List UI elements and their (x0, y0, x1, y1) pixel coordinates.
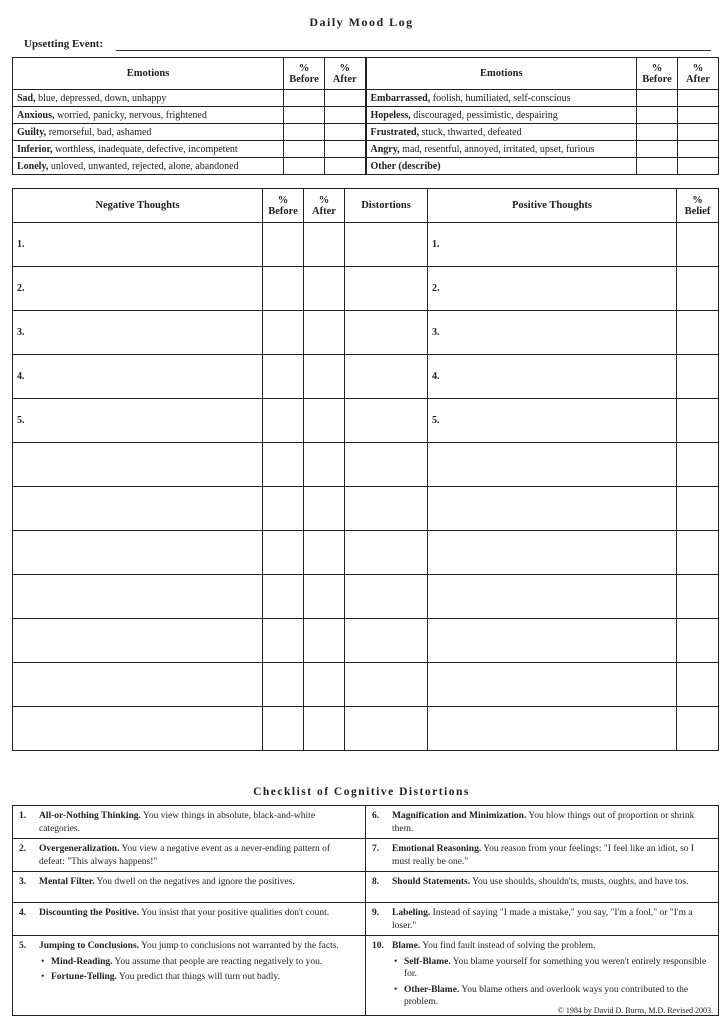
before-cell[interactable] (263, 575, 304, 619)
checklist-item: 3. Mental Filter. You dwell on the negatives and ignore the positives. (13, 872, 366, 903)
before-cell[interactable] (263, 443, 304, 487)
negative-thought-cell[interactable]: 4. (13, 355, 263, 399)
after-cell[interactable] (678, 107, 719, 124)
after-cell[interactable] (304, 575, 345, 619)
before-cell[interactable] (284, 107, 325, 124)
before-header: % Before (263, 189, 304, 223)
positive-thought-cell[interactable] (428, 707, 677, 751)
emotion-label: Frustrated, stuck, thwarted, defeated (366, 124, 637, 141)
thought-row (13, 355, 719, 399)
negative-thought-cell[interactable] (13, 443, 263, 487)
copyright-notice: © 1984 by David D. Burns, M.D. Revised 2003. (557, 1006, 713, 1015)
positive-thought-cell[interactable] (428, 663, 677, 707)
after-cell[interactable] (304, 707, 345, 751)
emotion-row (13, 141, 719, 158)
before-cell[interactable] (284, 124, 325, 141)
distortions-cell[interactable] (345, 531, 428, 575)
checklist-item: 6. Magnification and Minimization. You blow things out of proportion or shrink them. (366, 806, 719, 839)
after-cell[interactable] (304, 443, 345, 487)
thought-row (13, 267, 719, 311)
emotion-label: Hopeless, discouraged, pessimistic, despairing (366, 107, 637, 124)
before-cell[interactable] (263, 487, 304, 531)
distortions-cell[interactable] (345, 223, 428, 267)
belief-cell[interactable] (677, 663, 719, 707)
emotions-header-right: Emotions (366, 58, 637, 90)
distortions-cell[interactable] (345, 311, 428, 355)
belief-cell[interactable] (677, 487, 719, 531)
distortions-cell[interactable] (345, 399, 428, 443)
after-cell[interactable] (678, 141, 719, 158)
before-cell[interactable] (263, 531, 304, 575)
checklist-title: Checklist of Cognitive Distortions (253, 786, 470, 798)
belief-cell[interactable] (677, 311, 719, 355)
after-cell[interactable] (304, 531, 345, 575)
thought-row (13, 311, 719, 355)
negative-thought-cell[interactable] (13, 707, 263, 751)
checklist-item: 7. Emotional Reasoning. You reason from your feelings: "I feel like an idiot, so I must really be one." (366, 839, 719, 872)
negative-thought-cell[interactable] (13, 575, 263, 619)
positive-thought-cell[interactable]: 5. (428, 399, 677, 443)
distortions-cell[interactable] (345, 663, 428, 707)
distortions-cell[interactable] (345, 575, 428, 619)
emotion-label: Embarrassed, foolish, humiliated, self-conscious (366, 90, 637, 107)
before-cell[interactable] (263, 663, 304, 707)
sub-item: • Mind-Reading. You assume that people are reacting negatively to you. (51, 956, 355, 969)
positive-thought-cell[interactable]: 2. (428, 267, 677, 311)
emotion-label: Lonely, unloved, unwanted, rejected, alone, abandoned (13, 158, 284, 175)
belief-header: % Belief (677, 189, 719, 223)
emotion-row (13, 124, 719, 141)
distortions-cell[interactable] (345, 443, 428, 487)
positive-thought-cell[interactable] (428, 443, 677, 487)
before-cell[interactable] (284, 90, 325, 107)
thought-row (13, 707, 719, 751)
negative-thought-cell[interactable] (13, 487, 263, 531)
after-cell[interactable] (325, 141, 366, 158)
before-cell[interactable] (284, 141, 325, 158)
checklist-item: 10. Blame. You find fault instead of solving the problem. • Self-Blame. You blame yourself for something you weren't entirely responsible for. • Other-Blame. You blame others and overlook ways you contributed to the problem. (366, 936, 719, 1016)
after-cell[interactable] (325, 90, 366, 107)
before-cell[interactable] (637, 124, 678, 141)
before-cell[interactable] (263, 223, 304, 267)
thought-row (13, 531, 719, 575)
after-cell[interactable] (678, 90, 719, 107)
after-cell[interactable] (304, 355, 345, 399)
thought-row (13, 223, 719, 267)
upsetting-event-label: Upsetting Event: (24, 38, 104, 50)
belief-cell[interactable] (677, 575, 719, 619)
after-cell[interactable] (678, 124, 719, 141)
after-cell[interactable] (678, 158, 719, 175)
before-cell[interactable] (263, 399, 304, 443)
belief-cell[interactable] (677, 267, 719, 311)
before-cell[interactable] (263, 267, 304, 311)
before-cell[interactable] (637, 141, 678, 158)
positive-thought-cell[interactable] (428, 531, 677, 575)
negative-thought-cell[interactable]: 3. (13, 311, 263, 355)
negative-thoughts-header: Negative Thoughts (13, 189, 263, 223)
checklist-item: 4. Discounting the Positive. You insist that your positive qualities don't count. (13, 903, 366, 936)
upsetting-event-field[interactable] (116, 50, 711, 51)
checklist-item: 8. Should Statements. You use shoulds, shouldn'ts, musts, oughts, and have tos. (366, 872, 719, 903)
distortions-cell[interactable] (345, 267, 428, 311)
emotions-table (12, 57, 719, 175)
emotion-label: Inferior, worthless, inadequate, defective, incompetent (13, 141, 284, 158)
distortions-cell[interactable] (345, 355, 428, 399)
checklist-item: 2. Overgeneralization. You view a negative event as a never-ending pattern of defeat: "This always happens!" (13, 839, 366, 872)
page-title: Daily Mood Log (309, 15, 414, 29)
distortions-checklist (12, 805, 719, 1016)
thought-row (13, 663, 719, 707)
after-cell[interactable] (304, 311, 345, 355)
negative-thought-cell[interactable] (13, 619, 263, 663)
before-cell[interactable] (637, 107, 678, 124)
belief-cell[interactable] (677, 707, 719, 751)
emotion-label: Other (describe) (366, 158, 637, 175)
after-cell[interactable] (304, 399, 345, 443)
positive-thought-cell[interactable] (428, 575, 677, 619)
after-header: % After (678, 58, 719, 90)
belief-cell[interactable] (677, 619, 719, 663)
distortions-cell[interactable] (345, 707, 428, 751)
emotion-label: Angry, mad, resentful, annoyed, irritated, upset, furious (366, 141, 637, 158)
thought-row (13, 399, 719, 443)
before-cell[interactable] (284, 158, 325, 175)
before-cell[interactable] (637, 90, 678, 107)
belief-cell[interactable] (677, 355, 719, 399)
thought-row (13, 443, 719, 487)
distortions-cell[interactable] (345, 619, 428, 663)
positive-thought-cell[interactable] (428, 487, 677, 531)
after-cell[interactable] (304, 663, 345, 707)
after-header: % After (325, 58, 366, 90)
negative-thought-cell[interactable] (13, 663, 263, 707)
before-cell[interactable] (263, 619, 304, 663)
positive-thought-cell[interactable]: 4. (428, 355, 677, 399)
emotion-row (13, 158, 719, 175)
negative-thought-cell[interactable]: 2. (13, 267, 263, 311)
before-header: % Before (637, 58, 678, 90)
checklist-item: 5. Jumping to Conclusions. You jump to conclusions not warranted by the facts. • Mind-Reading. You assume that people are reacting negatively to you. • Fortune-Telling. You predict that things will turn out badly. (13, 936, 366, 1016)
thought-row (13, 487, 719, 531)
after-cell[interactable] (304, 223, 345, 267)
belief-cell[interactable] (677, 531, 719, 575)
distortions-header: Distortions (345, 189, 428, 223)
thoughts-table (12, 188, 719, 751)
after-cell[interactable] (304, 487, 345, 531)
after-cell[interactable] (304, 619, 345, 663)
after-cell[interactable] (325, 107, 366, 124)
before-cell[interactable] (263, 311, 304, 355)
belief-cell[interactable] (677, 223, 719, 267)
before-header: % Before (284, 58, 325, 90)
emotion-label: Guilty, remorseful, bad, ashamed (13, 124, 284, 141)
negative-thought-cell[interactable]: 1. (13, 223, 263, 267)
positive-thought-cell[interactable] (428, 619, 677, 663)
checklist-item: 1. All-or-Nothing Thinking. You view things in absolute, black-and-white categories. (13, 806, 366, 839)
belief-cell[interactable] (677, 399, 719, 443)
emotion-label: Sad, blue, depressed, down, unhappy (13, 90, 284, 107)
before-cell[interactable] (637, 158, 678, 175)
after-cell[interactable] (325, 158, 366, 175)
thought-row (13, 575, 719, 619)
positive-thoughts-header: Positive Thoughts (428, 189, 677, 223)
negative-thought-cell[interactable] (13, 531, 263, 575)
before-cell[interactable] (263, 355, 304, 399)
sub-item: • Self-Blame. You blame yourself for something you weren't entirely responsible for. (404, 956, 708, 981)
positive-thought-cell[interactable]: 1. (428, 223, 677, 267)
sub-item: • Other-Blame. You blame others and overlook ways you contributed to the problem. (404, 984, 708, 1009)
checklist-item: 9. Labeling. Instead of saying "I made a mistake," you say, "I'm a fool," or "I'm a loser." (366, 903, 719, 936)
emotion-label: Anxious, worried, panicky, nervous, frightened (13, 107, 284, 124)
emotion-row (13, 107, 719, 124)
distortions-cell[interactable] (345, 487, 428, 531)
positive-thought-cell[interactable]: 3. (428, 311, 677, 355)
after-header: % After (304, 189, 345, 223)
after-cell[interactable] (304, 267, 345, 311)
negative-thought-cell[interactable]: 5. (13, 399, 263, 443)
emotion-row (13, 90, 719, 107)
sub-item: • Fortune-Telling. You predict that things will turn out badly. (51, 971, 355, 984)
after-cell[interactable] (325, 124, 366, 141)
belief-cell[interactable] (677, 443, 719, 487)
thought-row (13, 619, 719, 663)
before-cell[interactable] (263, 707, 304, 751)
emotions-header-left: Emotions (13, 58, 284, 90)
